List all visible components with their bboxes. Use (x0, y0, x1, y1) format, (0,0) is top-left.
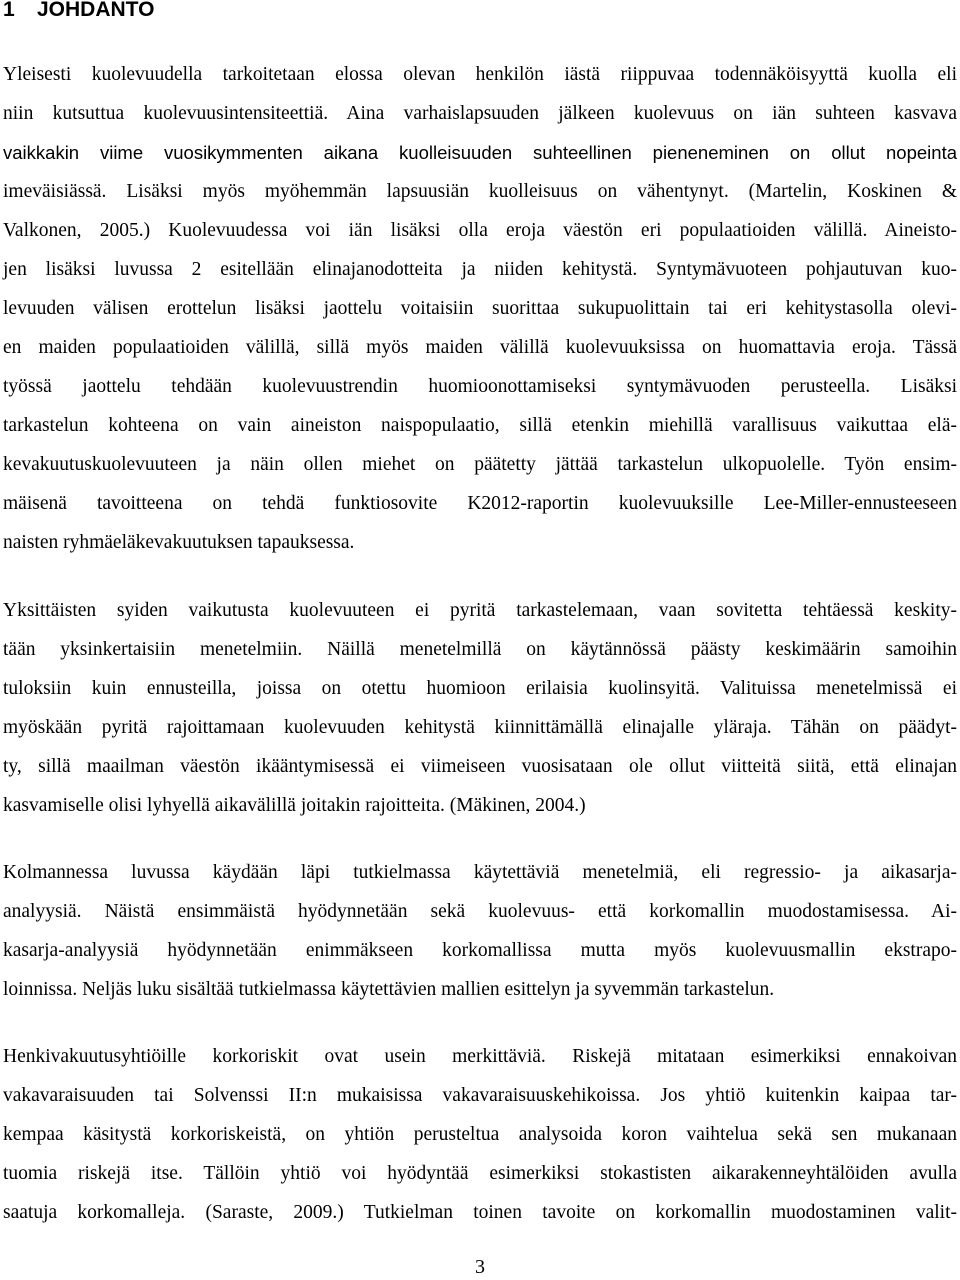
text-line: tuloksiin kuin ennusteilla, joissa on otettu huomioon erilaisia kuolinsyitä. Valituissa menetelmissä ei (3, 678, 957, 699)
chapter-heading (3, 0, 154, 24)
text-line: tään yksinkertaisiin menetelmiin. Näillä menetelmillä on käytännössä päästy keskimäärin samoihin (3, 639, 957, 660)
text-line: työssä jaottelu tehdään kuolevuustrendin huomioonottamiseksi syntymävuoden perusteella. Lisäksi (3, 376, 957, 397)
paragraph-1 (3, 55, 957, 562)
text-line: en maiden populaatioiden välillä, sillä myös maiden välillä kuolevuuksissa on huomattavia eroja. Tässä (3, 337, 957, 358)
text-line: kempaa käsitystä korkoriskeistä, on yhtiön perusteltua analysoida koron vaihtelua sekä sen mukanaan (3, 1124, 957, 1145)
paragraph-2 (3, 591, 957, 825)
text-line: Yksittäisten syiden vaikutusta kuolevuuteen ei pyritä tarkastelemaan, vaan sovitetta tehtäessä keskity- (3, 600, 957, 621)
text-line: kasvamiselle olisi lyhyellä aikavälillä joitakin rajoitteita. (Mäkinen, 2004.) (3, 795, 586, 816)
paragraph-3 (3, 853, 957, 1009)
text-line: jen lisäksi luvussa 2 esitellään elinajanodotteita ja niiden kehitystä. Syntymävuoteen pohjautuvan kuo- (3, 259, 957, 280)
text-line: vakavaraisuuden tai Solvenssi II:n mukaisissa vakavaraisuuskehikoissa. Jos yhtiö kuitenkin kaipaa tar- (3, 1085, 957, 1106)
text-line: naisten ryhmäeläkevakuutuksen tapauksessa. (3, 532, 355, 553)
text-line: kevakuutuskuolevuuteen ja näin ollen miehet on päätetty jättää tarkastelun ulkopuolelle. Työn ensim- (3, 454, 957, 475)
text-line: saatuja korkomalleja. (Saraste, 2009.) Tutkielman toinen tavoite on korkomallin muodostaminen valit- (3, 1202, 957, 1223)
text-line: vaikkakin viime vuosikymmenten aikana kuolleisuuden suhteellinen pieneneminen on ollut nopeinta (3, 142, 957, 163)
text-line: ty, sillä maailman väestön ikääntymisessä ei viimeiseen vuosisataan ole ollut viitteitä siitä, että elinajan (3, 756, 957, 777)
text-line: mäisenä tavoitteena on tehdä funktiosovite K2012-raportin kuolevuuksille Lee-Miller-ennusteeseen (3, 493, 957, 514)
chapter-number: 1 (3, 0, 15, 21)
chapter-title: JOHDANTO (37, 0, 155, 21)
text-line: Yleisesti kuolevuudella tarkoitetaan elossa olevan henkilön iästä riippuvaa todennäköisyyttä kuolla eli (3, 64, 957, 85)
text-line: Kolmannessa luvussa käydään läpi tutkielmassa käytettäviä menetelmiä, eli regressio- ja aikasarja- (3, 862, 957, 883)
text-line: tuomia riskejä itse. Tällöin yhtiö voi hyödyntää esimerkiksi stokastisten aikarakenneyhtälöiden avulla (3, 1163, 957, 1184)
text-line: loinnissa. Neljäs luku sisältää tutkielmassa käytettävien mallien esittelyn ja syvemmän tarkastelun. (3, 979, 775, 1000)
text-line: tarkastelun kohteena on vain aineiston naispopulaatio, sillä etenkin miehillä varallisuus vaikuttaa elä- (3, 415, 957, 436)
text-line: myöskään pyritä rajoittamaan kuolevuuden kehitystä kiinnittämällä elinajalle yläraja. Tähän on päädyt- (3, 717, 957, 738)
text-line: levuuden välisen erottelun lisäksi jaottelu voitaisiin suorittaa sukupuolittain tai eri kehitystasolla olevi- (3, 298, 957, 319)
paragraph-4 (3, 1037, 957, 1232)
text-line: Henkivakuutusyhtiöille korkoriskit ovat usein merkittäviä. Riskejä mitataan esimerkiksi ennakoivan (3, 1046, 957, 1067)
text-line: imeväisiässä. Lisäksi myös myöhemmän lapsuusiän kuolleisuus on vähentynyt. (Martelin, Koskinen & (3, 181, 957, 202)
text-line: Valkonen, 2005.) Kuolevuudessa voi iän lisäksi olla eroja väestön eri populaatioiden välillä. Aineisto- (3, 220, 957, 241)
text-line: analyysiä. Näistä ensimmäistä hyödynnetään sekä kuolevuus- että korkomallin muodostamisessa. Ai- (3, 901, 957, 922)
page-number: 3 (475, 1256, 485, 1278)
text-line: kasarja-analyysiä hyödynnetään enimmäkseen korkomallissa mutta myös kuolevuusmallin ekstrapo- (3, 940, 957, 961)
text-line: niin kutsuttua kuolevuusintensiteettiä. Aina varhaislapsuuden jälkeen kuolevuus on iän suhteen kasvava (3, 103, 957, 124)
